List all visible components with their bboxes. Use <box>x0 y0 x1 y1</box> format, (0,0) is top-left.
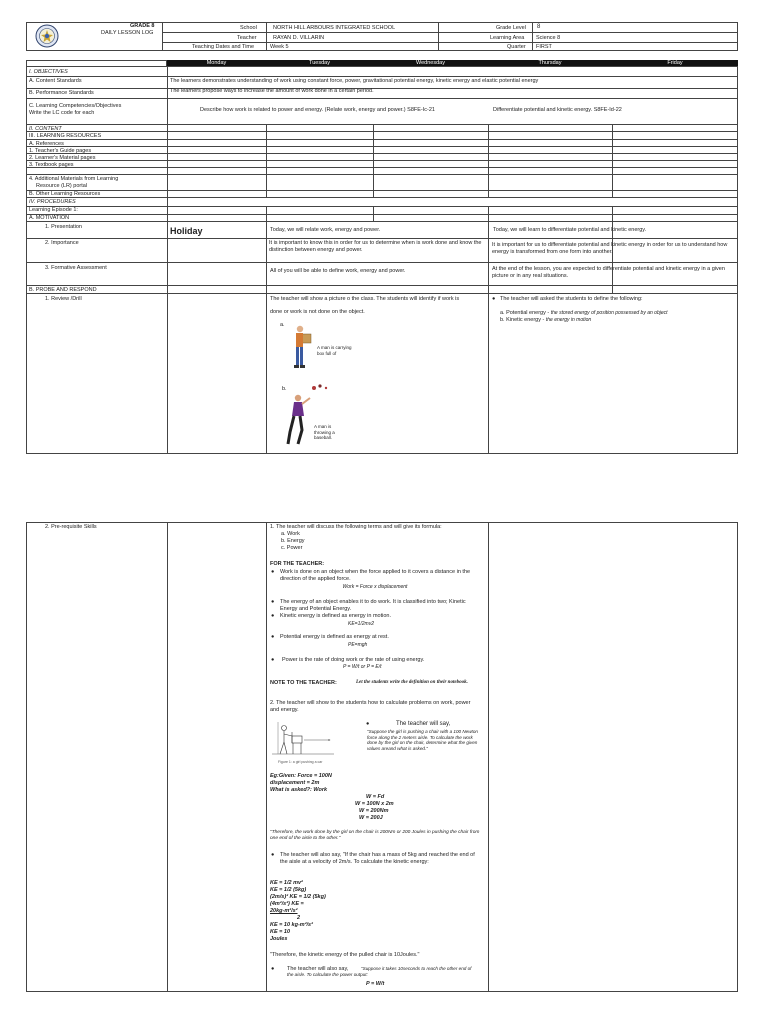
calc-line-3: W = 200Nm <box>359 808 389 814</box>
learning-area-label: Learning Area <box>490 35 525 41</box>
power-formula: P = W/t or P = E/t <box>343 664 382 670</box>
work-formula: Work = Force x displacement <box>342 584 408 590</box>
teacher-label: Teacher <box>237 35 257 41</box>
therefore-work: "Therefore, the work done by the girl on the chair is 200Nm or 200 Joules in pushing the chair from one end of the aisle to the other." <box>270 830 480 841</box>
ke-calc-3: (2m/s)² KE = 1/2 (5kg) <box>270 894 326 900</box>
day-header-tuesday: Tuesday <box>266 60 373 66</box>
ke-calc-9: Joules <box>270 936 288 942</box>
bullet-icon: ● <box>271 966 275 972</box>
day-header-friday: Friday <box>612 60 738 66</box>
also-say-ke: The teacher will also say, "If the chair has a mass of 5kg and reached the end of the aisle at a velocity of 2m/s. To calculate the kinetic energy: <box>280 852 475 865</box>
content-standards-label: A. Content Standards <box>29 78 82 84</box>
bullet-icon: ● <box>271 657 275 663</box>
presentation-label: 1. Presentation <box>45 224 82 230</box>
chair-quote: "Suppose the girl is pushing a chair with a 100 Newton force along the 2 meters aisle. To calculate the work done by the girl on the chair, determine what the given values areand what is asked." <box>367 729 478 752</box>
prereq-term-work: a. Work <box>281 531 300 537</box>
ke-calc-6: 2 <box>297 915 301 921</box>
calc-line-2: W = 100N x 2m <box>355 801 394 807</box>
calc-line-1: W = Fd <box>366 794 385 800</box>
competencies-sub-label: Write the LC code for each <box>29 110 95 116</box>
teacher-will-say: The teacher will say, <box>396 721 451 727</box>
importance-tuesday: It is important to know this in order for us to determine when is work done and know the distinction between energy and power. <box>269 240 482 253</box>
power-definition: Power is the rate of doing work or the rate of using energy. <box>282 657 425 663</box>
note-label: NOTE TO THE TEACHER: <box>270 680 337 686</box>
importance-label: 2. Importance <box>45 240 79 246</box>
log-title: DAILY LESSON LOG <box>101 30 154 36</box>
note-text: Let the students write the definition on their notebook. <box>356 680 468 685</box>
given-force: Eg:Given: Force = 100N <box>270 773 332 779</box>
man-carrying-box-illustration <box>292 324 314 372</box>
pe-definition: Potential energy is defined as energy at rest. <box>280 634 389 640</box>
probe-label: B. PROBE AND RESPOND <box>29 287 97 293</box>
content-standards-text: The learners demonstrates understanding of work using constant force, power, gravitational potential energy, kinetic energy and elastic potential energy <box>170 78 539 84</box>
grade-level-label: Grade Level <box>496 25 526 31</box>
school-value: NORTH HILL ARBOURS INTEGRATED SCHOOL <box>273 25 396 31</box>
tg-pages-label: 1. Teacher's Guide pages <box>29 148 92 154</box>
energy-definition: The energy of an object enables it to do work. It is classified into two; Kinetic Energy and Potential Energy. <box>280 599 466 612</box>
performance-standards-text: The learners propose ways to increase the amount of work done in a certain period. <box>170 88 374 94</box>
textbook-pages-label: 3. Textbook pages <box>29 162 74 168</box>
review-thursday-b <box>500 317 591 324</box>
dates-value: Week 5 <box>270 44 289 50</box>
quarter-label: Quarter <box>507 44 526 50</box>
for-teacher-heading: FOR THE TEACHER: <box>270 561 325 567</box>
objectives-label: I. OBJECTIVES <box>29 69 68 75</box>
fig-b-label: b. <box>282 386 287 392</box>
grade-title: GRADE 8 <box>130 23 155 29</box>
formative-label: 3. Formative Assessment <box>45 265 107 271</box>
ke-calc-5: 20kg-m²/s² <box>270 908 298 914</box>
formative-thursday: At the end of the lesson, you are expected to differentiate potential and kinetic energy in a given picture or in any real situations. <box>492 266 725 279</box>
bullet-icon: ● <box>271 613 275 619</box>
figure-caption: Figure 1: a girl pushing a car <box>278 760 323 764</box>
step-2: 2. The teacher will show to the students how to calculate problems on work, power and energy. <box>270 700 471 713</box>
work-definition: Work is done on an object when the force applied to it covers a distance in the direction of the applied force. <box>280 569 471 582</box>
grade-level-value: 8 <box>537 24 541 30</box>
day-header-monday: Monday <box>167 60 266 66</box>
ke-calc-4: (4m²/s²) KE = <box>270 901 304 907</box>
bullet-icon: ● <box>366 721 370 727</box>
episode-label: Learning Episode 1: <box>29 207 78 213</box>
review-label: 1. Review /Drill <box>45 296 82 302</box>
bullet-icon: ● <box>271 599 275 605</box>
ke-calc-8: KE = 10 <box>270 929 291 935</box>
competencies-label: C. Learning Competencies/Objectives <box>29 103 122 109</box>
ke-formula: KE=1/2mv2 <box>348 621 374 627</box>
prereq-label: 2. Pre-requisite Skills <box>45 524 97 530</box>
formative-tuesday: All of you will be able to define work, energy and power. <box>270 268 406 274</box>
pe-formula: PE=mgh <box>348 642 368 648</box>
ke-calc-2: KE = 1/2 (5kg) <box>270 887 307 893</box>
kinetic-term: b. Kinetic energy - <box>500 317 545 323</box>
day-header-wednesday: Wednesday <box>373 60 488 66</box>
holiday-text: Holiday <box>170 226 203 236</box>
last-say-b: "Suppose it takes 10seconds to reach the other end of the aisle. To calculate the power output: <box>287 966 472 977</box>
ke-calc-7: KE = 10 kg-m²/s² <box>270 922 313 928</box>
prereq-term-power: c. Power <box>281 545 303 551</box>
lesson-table-page-2 <box>26 522 738 992</box>
learning-area-value: Science 8 <box>536 35 561 41</box>
asked-work: What is asked?: Work <box>270 787 328 793</box>
lc-thursday: Differentiate potential and kinetic energy. S8FE-Id-22 <box>493 107 622 113</box>
kinetic-def: the energy in motion <box>545 317 592 323</box>
bullet-icon: ● <box>271 634 275 640</box>
motivation-label: A. MOTIVATION <box>29 215 70 221</box>
bullet-icon: ● <box>271 852 275 858</box>
lr-portal-label: Resource (LR) portal <box>36 183 88 189</box>
additional-materials-label: 4. Additional Materials from Learning <box>29 176 119 182</box>
last-say-a: The teacher will also say, <box>287 966 349 972</box>
presentation-thursday: Today, we will learn to differentiate potential and kinetic energy. <box>493 227 647 233</box>
lm-pages-label: 2. Learner's Material pages <box>29 155 96 161</box>
fig-b-caption: A man is throwing a baseball. <box>314 424 335 441</box>
other-resources-label: B. Other Learning Resources <box>29 191 101 197</box>
given-displacement: displacement = 2m <box>270 780 320 786</box>
fig-a-label: a. <box>280 322 285 328</box>
review-thursday-bullet-icon: ● <box>492 296 496 302</box>
importance-thursday: It is important for us to differentiate potential and kinetic energy in order for us to understand how energy is transformed from one form into another. <box>492 242 728 255</box>
fig-a-caption: A man is carrying box full of <box>317 345 352 356</box>
day-header-thursday: Thursday <box>488 60 612 66</box>
review-tuesday-1: The teacher will show a picture o the class. The students will identify if work is <box>270 296 460 302</box>
learning-resources-label: III. LEARNING RESOURCES <box>29 133 102 139</box>
bullet-icon: ● <box>271 569 275 575</box>
performance-standards-label: B. Performance Standards <box>29 90 94 96</box>
therefore-ke: "Therefore, the kinetic energy of the pulled chair is 10Joules." <box>270 952 420 958</box>
review-tuesday-2: done or work is not done on the object. <box>270 309 365 315</box>
prereq-intro: 1. The teacher will discuss the following terms and will give its formula: <box>270 524 442 530</box>
content-label: II. CONTENT <box>29 126 62 132</box>
potential-term: a. Potential energy - <box>500 310 550 316</box>
prereq-term-energy: b. Energy <box>281 538 305 544</box>
potential-def: the stored energy of position possessed by an object <box>550 310 668 316</box>
references-label: A. References <box>29 141 64 147</box>
deped-seal-icon <box>35 24 59 48</box>
dates-label: Teaching Dates and Time <box>192 44 255 50</box>
calc-line-4: W = 200J <box>359 815 383 821</box>
quarter-value: FIRST <box>536 44 552 50</box>
last-formula: P = W/t <box>366 981 385 987</box>
review-thursday-intro: The teacher will asked the students to define the following: <box>500 296 643 302</box>
man-throwing-baseball-illustration <box>286 382 342 452</box>
ke-calc-1: KE = 1/2 mv² <box>270 880 303 886</box>
presentation-tuesday: Today, we will relate work, energy and power. <box>270 227 381 233</box>
lc-tuesday: Describe how work is related to power and energy. (Relate work, energy and power.) S8FE-Ic-21 <box>200 107 435 113</box>
ke-definition: Kinetic energy is defined as energy in motion. <box>280 613 391 619</box>
review-thursday-a <box>500 310 668 317</box>
girl-pushing-chair-illustration <box>270 718 336 764</box>
school-label: School <box>240 25 257 31</box>
teacher-value: RAYAN D. VILLARIN <box>273 35 325 41</box>
procedures-label: IV. PROCEDURES <box>29 199 76 205</box>
